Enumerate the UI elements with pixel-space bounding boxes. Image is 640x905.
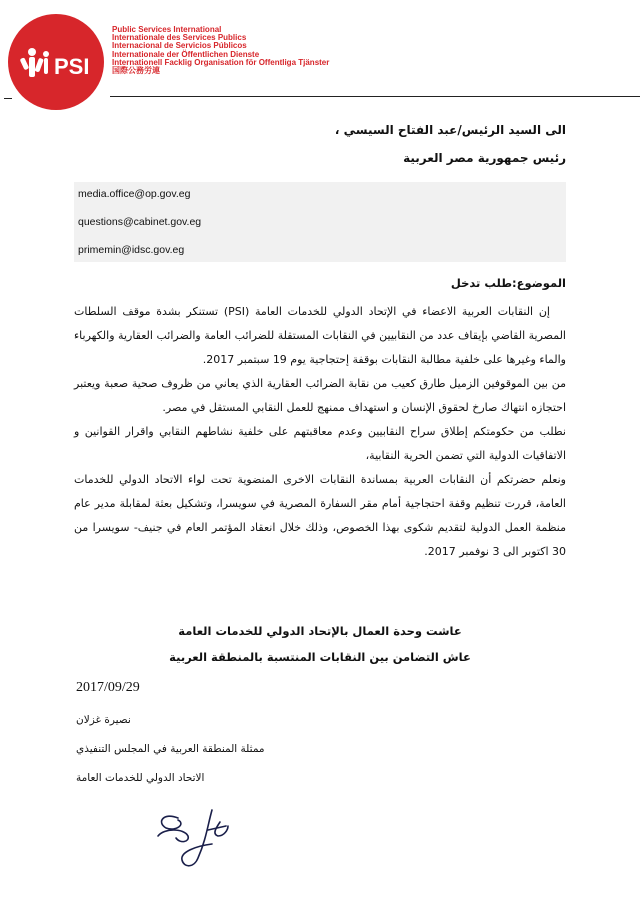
body-paragraph-2: من بين الموقوفين الزميل طارق كعيب من نقابة الضرائب العقارية الذي يعاني من ظروف صحية صعبة ويعتبر احتجازه انتهاك صارخ لحقوق الإنسان و استهداف ممنهج للعمل النقابي المستقل في مصر. bbox=[74, 377, 566, 414]
logo-text: PSI bbox=[54, 54, 90, 79]
org-name-fr: Internationale des Services Publics bbox=[112, 33, 247, 43]
header-divider bbox=[110, 96, 640, 97]
closing-line-2: عاش التضامن بين النقابات المنتسبة بالمنطقة العربية bbox=[169, 650, 471, 664]
closing-slogans bbox=[74, 618, 566, 670]
org-name-en: Public Services International bbox=[112, 25, 222, 34]
letter-date: 2017/09/29 bbox=[76, 680, 140, 695]
psi-logo bbox=[8, 14, 104, 110]
signatory-title: ممثلة المنطقة العربية في المجلس التنفيذي bbox=[76, 743, 265, 755]
org-name-sv: Internationell Facklig Organisation för Offentliga Tjänster bbox=[112, 57, 330, 67]
email-media-office[interactable]: media.office@op.gov.eg bbox=[78, 188, 191, 200]
email-primemin[interactable]: primemin@idsc.gov.eg bbox=[78, 244, 185, 256]
closing-line-1: عاشت وحدة العمال بالإتحاد الدولي للخدمات العامة bbox=[178, 624, 462, 638]
email-questions[interactable]: questions@cabinet.gov.eg bbox=[78, 216, 202, 228]
psi-figure-icon bbox=[8, 14, 104, 110]
addressee-block bbox=[86, 116, 566, 172]
organization-names bbox=[112, 26, 412, 75]
signatory-organization: الاتحاد الدولي للخدمات العامة bbox=[76, 772, 205, 784]
email-list bbox=[74, 182, 566, 262]
body-paragraph-3: نطلب من حكومتكم إطلاق سراح النقابيين وعدم معاقبتهم على خلفية نشاطهم النقابي واقرار القوانين و الاتفاقيات الدولية التي تضمن الحرية النقابية، bbox=[74, 425, 566, 462]
subject-line: الموضوع:طلب تدخل bbox=[450, 276, 566, 290]
org-name-de: Internationale der Öffentlichen Dienste bbox=[112, 49, 260, 59]
addressee-line-2: رئيس جمهورية مصر العربية bbox=[403, 151, 566, 165]
org-name-es: Internacional de Servicios Públicos bbox=[112, 41, 247, 51]
letter-body bbox=[74, 300, 566, 564]
addressee-line-1: الى السيد الرئيس/عبد الفتاح السيسي ، bbox=[334, 123, 566, 137]
handwritten-signature bbox=[150, 806, 250, 876]
body-paragraph-4: ونعلم حضرتكم أن النقابات العربية بمساندة النقابات الاخرى المنضوية تحت لواء الاتحاد الدولي للخدمات العامة، قررت تنظيم وقفة احتجاجية أمام مقر السفارة المصرية في سويسرا، وتشكيل بعثة لمقابلة مدير عام منظمة العمل الدولية لتقديم شكوى بهذا الخصوص، وذلك خلال انعقاد المؤتمر العام في جنيف- سويسرا من 30 اكتوبر الى 3 نوفمبر 2017. bbox=[74, 473, 566, 558]
org-name-ja: 国際公務労連 bbox=[112, 66, 160, 76]
signatory-name: نصيرة غزلان bbox=[76, 714, 131, 726]
header-tick bbox=[4, 98, 12, 99]
signatory-block bbox=[76, 706, 376, 793]
body-paragraph-1: إن النقابات العربية الاعضاء في الإتحاد الدولي للخدمات العامة (PSI) تستنكر بشدة موقف السلطات المصرية القاضي بإيقاف عدد من النقابيين في النقابات المستقلة للضرائب العامة والضرائب العقارية والكهرباء والماء وغيرها على خلفية مطالبة النقابات بوقفة إحتجاجية يوم 19 سبتمبر 2017. bbox=[74, 305, 566, 366]
